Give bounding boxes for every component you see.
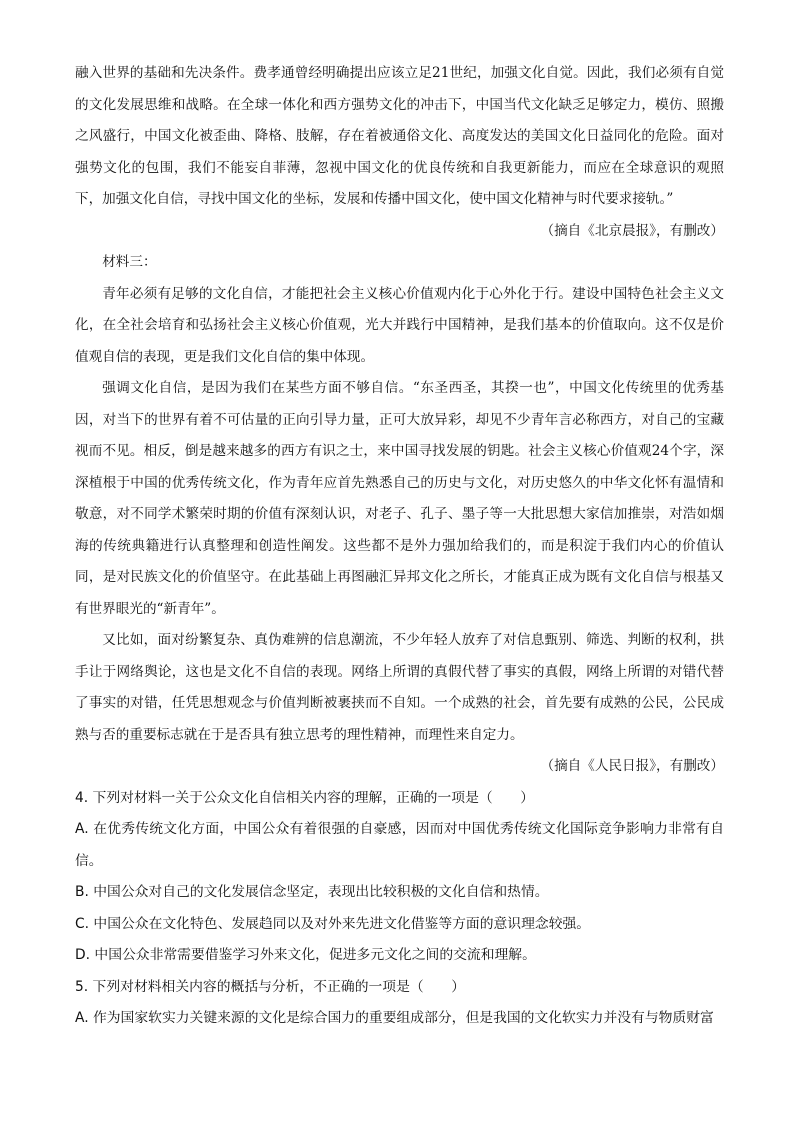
- material3-paragraph-3: 又比如，面对纷繁复杂、真伪难辨的信息潮流，不少年轻人放弃了对信息甄别、筛选、判断的权利，拱手让于网络舆论，这也是文化不自信的表现。网络上所谓的真假代替了事实的真假，网络上所谓的对错代替了事实的对错，任凭思想观念与价值判断被裹挟而不自知。一个成熟的社会，首先要有成熟的公民，公民成熟与否的重要标志就在于是否具有独立思考的理性精神，而理性来自定力。: [75, 632, 724, 743]
- material3-paragraph-2: 强调文化自信，是因为我们在某些方面不够自信。“东圣西圣，其揆一也”，中国文化传统里的优秀基因，对当下的世界有着不可估量的正向引导力量，正可大放异彩，却见不少青年言必称西方，对自己的宝藏视而不见。相反，倒是越来越多的西方有识之士，来中国寻找发展的钥匙。社会主义核心价值观24个字，深深植根于中国的优秀传统文化，作为青年应首先熟悉自己的历史与文化，对历史悠久的中华文化怀有温情和敬意，对不同学术繁荣时期的价值有深刻认识，对老子、孔子、墨子等一大批思想大家信加推崇，对浩如烟海的传统典籍进行认真整理和创造性阐发。这些都不是外力强加给我们的，而是积淀于我们内心的价值认同，是对民族文化的价值坚守。在此基础上再图融汇异邦文化之所长，才能真正成为既有文化自信与根基又有世界眼光的“新青年”。: [75, 380, 724, 617]
- question-4-option-a: A. 在优秀传统文化方面，中国公众有着很强的自豪感，因而对中国优秀传统文化国际竞争影响力非常有自信。: [75, 821, 724, 869]
- material2-source: （摘自《北京晨报》，有删改）: [540, 222, 724, 239]
- question-5-option-a: A. 作为国家软实力关键来源的文化是综合国力的重要组成部分，但是我国的文化软实力并没有与物质财富: [75, 1010, 714, 1026]
- material3-label: 材料三：: [102, 254, 157, 270]
- question-4-stem: 4. 下列对材料一关于公众文化自信相关内容的理解，正确的一项是（ ）: [75, 789, 535, 806]
- material2-tail-paragraph: 融入世界的基础和先决条件。费孝通曾经明确提出应该立足21世纪，加强文化自觉。因此，我们必须有自觉的文化发展思维和战略。在全球一体化和西方强势文化的冲击下，中国当代文化缺乏足够定力，模仿、照搬之风盛行，中国文化被歪曲、降格、肢解，存在着被通俗文化、高度发达的美国文化日益同化的危险。面对强势文化的包围，我们不能妄自菲薄，忽视中国文化的优良传统和自我更新能力，而应在全球意识的观照下，加强文化自信，寻找中国文化的坐标，发展和传播中国文化，使中国文化精神与时代要求接轨。”: [75, 65, 724, 207]
- material3-source: （摘自《人民日报》，有删改）: [540, 758, 724, 774]
- question-4-option-b: B. 中国公众对自己的文化发展信念坚定，表现出比较积极的文化自信和热情。: [75, 884, 549, 900]
- material3-paragraph-1: 青年必须有足够的文化自信，才能把社会主义核心价值观内化于心外化于行。建设中国特色社会主义文化，在全社会培育和弘扬社会主义核心价值观，光大并践行中国精神，是我们基本的价值取向。这不仅是价值观自信的表现，更是我们文化自信的集中体现。: [75, 285, 724, 365]
- question-5-stem: 5. 下列对材料相关内容的概括与分析，不正确的一项是（ ）: [75, 978, 466, 995]
- question-4-option-d: D. 中国公众非常需要借鉴学习外来文化，促进多元文化之间的交流和理解。: [75, 947, 536, 963]
- question-4-option-c: C. 中国公众在文化特色、发展趋同以及对外来先进文化借鉴等方面的意识理念较强。: [75, 915, 591, 932]
